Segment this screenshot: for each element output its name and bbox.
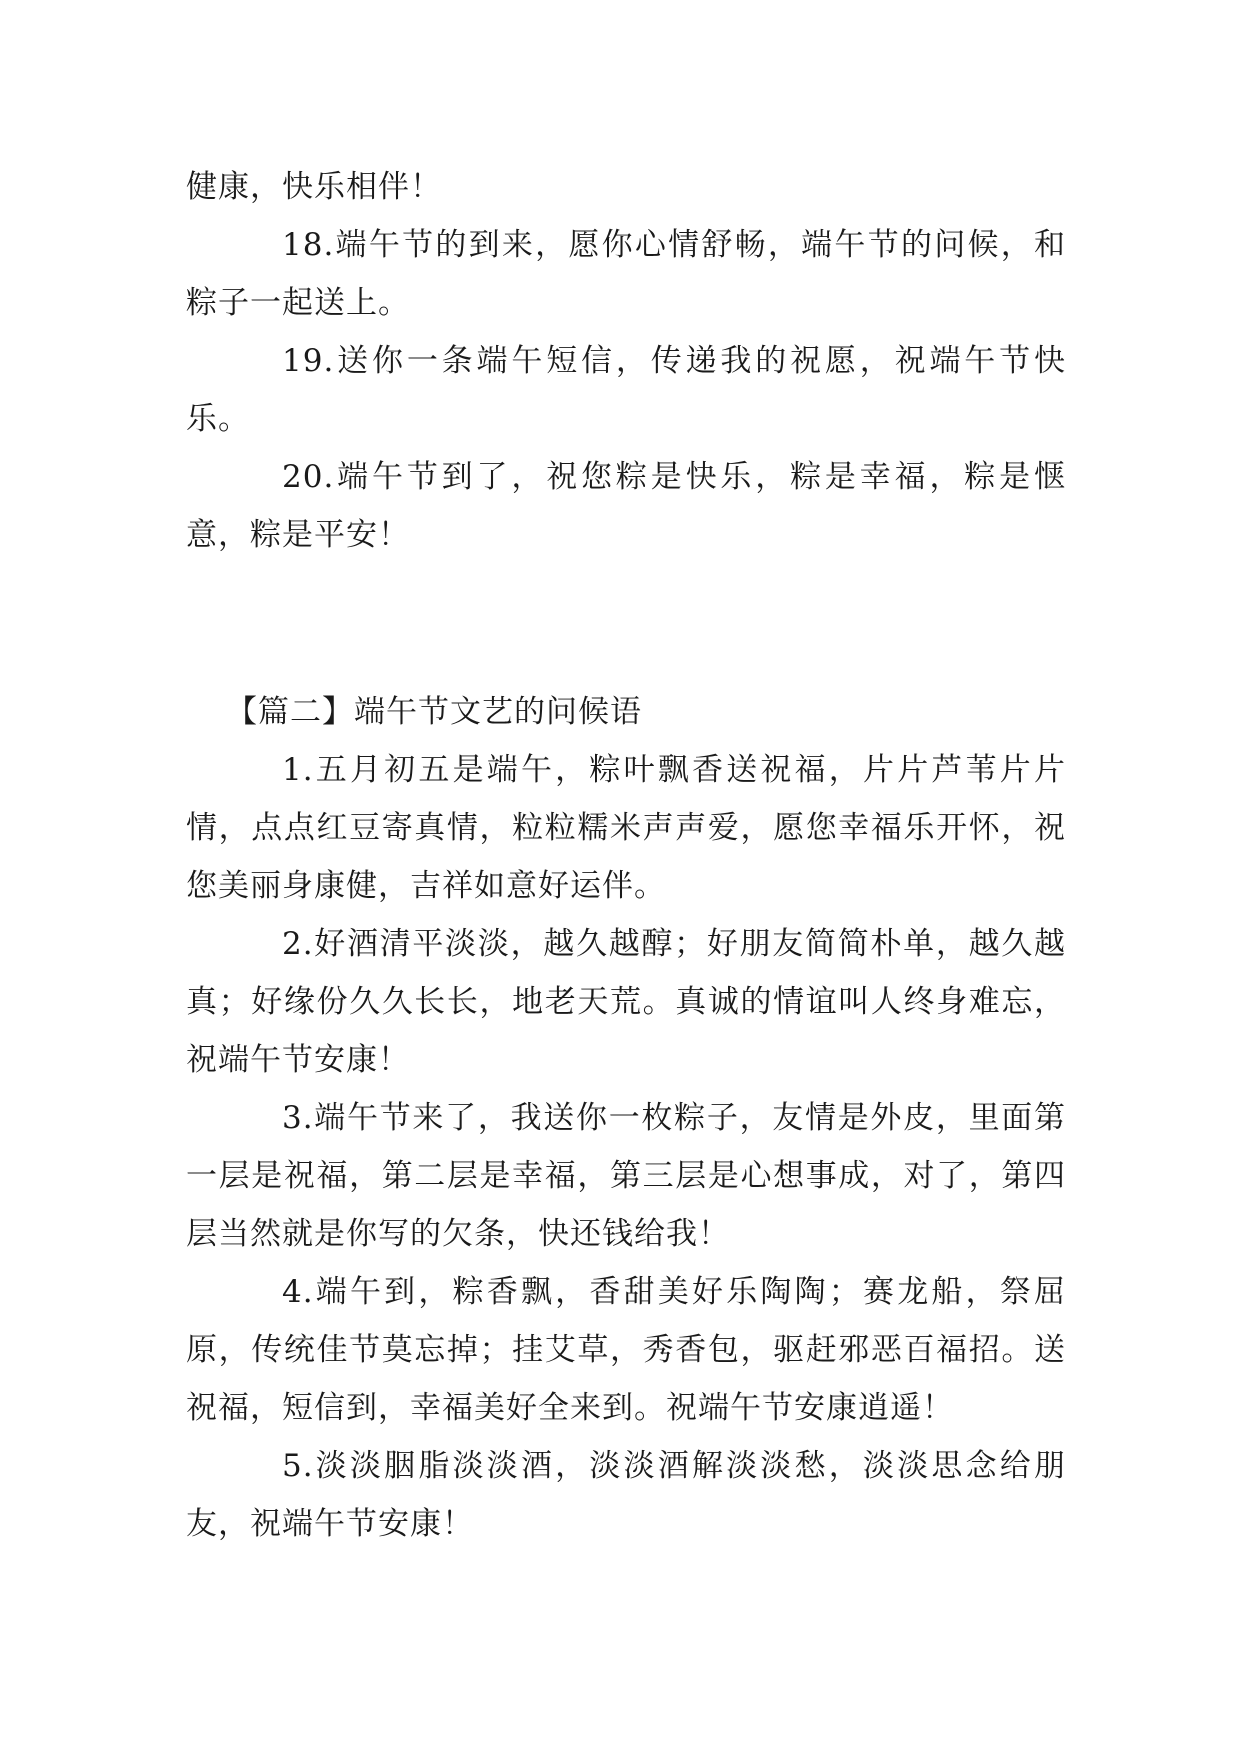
paragraph-item-5: 5.淡淡胭脂淡淡酒，淡淡酒解淡淡愁，淡淡思念给朋友，祝端午节安康！ bbox=[186, 1448, 1066, 1542]
paragraph-item-1: 1.五月初五是端午，粽叶飘香送祝福，片片芦苇片片情，点点红豆寄真情，粒粒糯米声声爱，愿您幸福乐开怀，祝您美丽身康健，吉祥如意好运伴。 bbox=[186, 752, 1066, 904]
section-heading: 【篇二】端午节文艺的问候语 bbox=[226, 694, 642, 730]
paragraph-item-19: 19.送你一条端午短信，传递我的祝愿，祝端午节快乐。 bbox=[186, 343, 1066, 437]
section-one bbox=[186, 158, 1066, 564]
paragraph-item-2: 2.好酒清平淡淡，越久越醇；好朋友简简朴单，越久越真；好缘份久久长长，地老天荒。真诚的情谊叫人终身难忘，祝端午节安康！ bbox=[186, 926, 1066, 1078]
paragraph-item-20: 20.端午节到了，祝您粽是快乐，粽是幸福，粽是惬意，粽是平安！ bbox=[186, 459, 1066, 553]
paragraph-item-4: 4.端午到，粽香飘，香甜美好乐陶陶；赛龙船，祭屈原，传统佳节莫忘掉；挂艾草，秀香包，驱赶邪恶百福招。送祝福，短信到，幸福美好全来到。祝端午节安康逍遥！ bbox=[186, 1274, 1066, 1426]
section-two bbox=[186, 683, 1066, 1553]
paragraph-continuation: 健康，快乐相伴！ bbox=[186, 169, 442, 205]
paragraph-item-3: 3.端午节来了，我送你一枚粽子，友情是外皮，里面第一层是祝福，第二层是幸福，第三层是心想事成，对了，第四层当然就是你写的欠条，快还钱给我！ bbox=[186, 1100, 1066, 1252]
paragraph-item-18: 18.端午节的到来，愿你心情舒畅，端午节的问候，和粽子一起送上。 bbox=[186, 227, 1066, 321]
